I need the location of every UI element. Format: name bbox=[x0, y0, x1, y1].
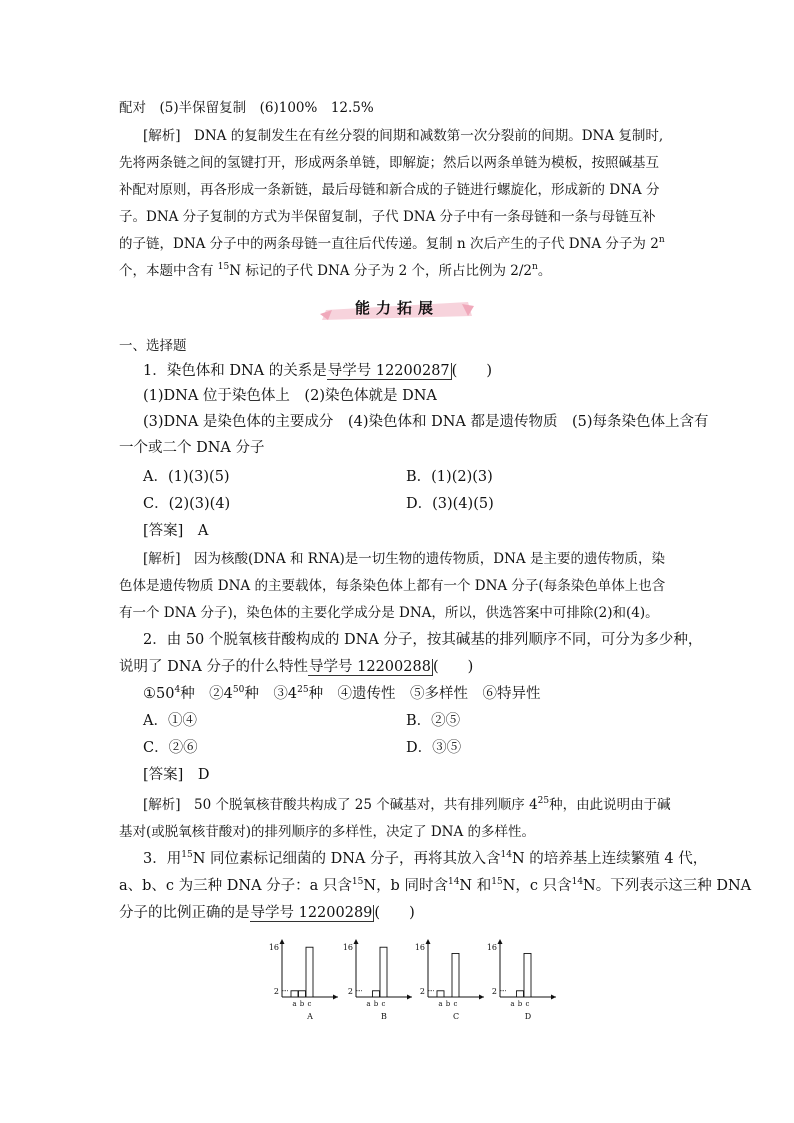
answer-value: A bbox=[197, 523, 209, 539]
choice-b[interactable]: B．②⑤ bbox=[406, 713, 461, 729]
bar-chart-b[interactable] bbox=[342, 937, 418, 1023]
x-tick-label: c bbox=[307, 1000, 312, 1008]
question-text: a、b、c 为三种 DNA 分子：a 只含 bbox=[119, 878, 352, 894]
answer-label: [答案] bbox=[143, 767, 184, 783]
section-heading: 一、选择题 bbox=[119, 338, 187, 354]
question-2-analysis: 基对(或脱氧核苷酸对)的排列顺序的多样性，决定了 DNA 的多样性。 bbox=[119, 824, 536, 840]
analysis-line: 子。DNA 分子复制的方式为半保留复制，子代 DNA 分子中有一条母链和一条与母链互补 bbox=[119, 209, 656, 225]
question-2-stem: 2．由 50 个脱氧核苷酸构成的 DNA 分子，按其碱基的排列顺序不同，可分为多少种， bbox=[143, 632, 703, 648]
x-axis-arrow bbox=[333, 995, 338, 1000]
question-3-stem bbox=[0, 874, 794, 895]
bar-a bbox=[437, 991, 444, 997]
chart-svg bbox=[414, 937, 490, 1023]
superscript: 25 bbox=[537, 796, 550, 806]
y-axis-arrow bbox=[354, 939, 359, 944]
x-axis-arrow bbox=[479, 995, 484, 1000]
x-tick-label: c bbox=[525, 1000, 530, 1008]
banner-title: 能力拓展 bbox=[354, 299, 439, 317]
question-1-choices bbox=[0, 492, 794, 513]
answer-value: D bbox=[197, 767, 210, 783]
analysis-line bbox=[0, 124, 794, 144]
y-axis-arrow bbox=[426, 939, 431, 944]
question-text: 分子的比例正确的是 bbox=[119, 905, 250, 921]
bar-c bbox=[306, 947, 313, 997]
question-text: 说明了 DNA 分子的什么特性 bbox=[119, 659, 309, 675]
superscript: n bbox=[658, 235, 665, 245]
superscript: 50 bbox=[232, 685, 245, 695]
y-tick-label: 16 bbox=[486, 943, 497, 953]
y-tick-label: 16 bbox=[268, 943, 279, 953]
analysis-line: 个，本题中含有 $^{15}$N 标记的子代 DNA 分子为 2 个，所占比例为 2/2$^n$。 bbox=[119, 262, 552, 279]
question-text: N，c 只含 bbox=[502, 878, 572, 894]
bar-c bbox=[380, 947, 387, 997]
y-tick-label: 2 bbox=[347, 986, 353, 996]
x-tick-label: a bbox=[438, 1000, 443, 1008]
analysis-text: N 标记的子代 DNA 分子为 2 个，所占比例为 2/2 bbox=[229, 263, 533, 279]
xuehao-link[interactable]: 导学号 12200288 bbox=[309, 659, 431, 675]
question-1-answer bbox=[0, 519, 794, 540]
question-1-option-line: (1)DNA 位于染色体上 (2)染色体就是 DNA bbox=[143, 388, 437, 404]
option-text: 种 ③4 bbox=[244, 686, 298, 702]
question-1-analysis bbox=[0, 547, 794, 567]
question-2-stem bbox=[0, 655, 794, 676]
superscript: 14 bbox=[447, 877, 460, 887]
analysis-line: 先将两条链之间的氢键打开，形成两条单链，即解旋；然后以两条单链为模板，按照碱基互 bbox=[119, 155, 659, 171]
analysis-text: 50 个脱氧核苷酸共构成了 25 个碱基对，共有排列顺序 4 bbox=[194, 797, 538, 813]
answer-blank: ( ) bbox=[451, 363, 492, 379]
question-2-answer bbox=[0, 763, 794, 784]
question-2-options bbox=[0, 682, 794, 703]
bar-b bbox=[373, 991, 380, 997]
analysis-text: 个，本题中含有 bbox=[119, 263, 214, 279]
analysis-text: 因为核酸(DNA 和 RNA)是一切生物的遗传物质，DNA 是主要的遗传物质，染 bbox=[194, 551, 665, 567]
x-tick-label: b bbox=[517, 1000, 523, 1008]
question-2-analysis bbox=[0, 793, 794, 813]
chart-caption: C bbox=[452, 1012, 460, 1021]
analysis-text: 的子链，DNA 分子中的两条母链一直往后代传递。复制 n 次后产生的子代 DNA 分子为 2 bbox=[119, 236, 659, 252]
question-3-stem bbox=[0, 901, 794, 922]
y-tick-label: 2 bbox=[273, 986, 279, 996]
section-banner bbox=[318, 292, 476, 322]
chart-caption: D bbox=[524, 1012, 532, 1021]
superscript: 25 bbox=[297, 685, 309, 695]
question-1-choices bbox=[0, 465, 794, 486]
question-text: N，b 同时含 bbox=[363, 878, 448, 894]
answer-blank: ( ) bbox=[432, 659, 474, 675]
question-text: N 的培养基上连续繁殖 4 代， bbox=[511, 851, 708, 867]
x-axis-arrow bbox=[551, 995, 556, 1000]
choice-a[interactable]: A．(1)(3)(5) bbox=[143, 469, 230, 485]
x-tick-label: a bbox=[366, 1000, 371, 1008]
chart-svg bbox=[342, 937, 418, 1023]
x-axis-arrow bbox=[407, 995, 412, 1000]
question-2-choices bbox=[0, 736, 794, 757]
y-tick-label: 16 bbox=[342, 943, 353, 953]
analysis-text: DNA 的复制发生在有丝分裂的间期和减数第一次分裂前的间期。DNA 复制时, bbox=[194, 128, 664, 144]
x-tick-label: c bbox=[381, 1000, 386, 1008]
y-axis-arrow bbox=[280, 939, 285, 944]
question-text: N 和 bbox=[459, 878, 492, 894]
analysis-label: [解析] bbox=[143, 551, 181, 567]
analysis-line bbox=[0, 232, 794, 252]
choice-d[interactable]: D．③⑤ bbox=[406, 740, 462, 756]
question-text: 3．用 bbox=[143, 851, 182, 867]
bar-c bbox=[452, 953, 459, 997]
answer-blank: ( ) bbox=[374, 905, 415, 921]
analysis-text: 种，由此说明由于碱 bbox=[549, 797, 671, 813]
y-tick-label: 16 bbox=[414, 943, 425, 953]
y-axis-arrow bbox=[498, 939, 503, 944]
superscript: 15 bbox=[181, 850, 193, 860]
superscript: 14 bbox=[571, 877, 584, 887]
analysis-line: 补配对原则，再各形成一条新链，最后母链和新合成的子链进行螺旋化，形成新的 DNA 分 bbox=[119, 182, 660, 198]
x-tick-label: b bbox=[373, 1000, 379, 1008]
y-tick-label: 2 bbox=[491, 986, 497, 996]
analysis-label: [解析] bbox=[143, 797, 181, 813]
chart-svg bbox=[268, 937, 344, 1023]
bar-b bbox=[299, 991, 306, 997]
x-tick-label: a bbox=[292, 1000, 297, 1008]
bar-c bbox=[524, 953, 531, 997]
superscript: 4 bbox=[174, 685, 181, 695]
question-1-option-line: 一个或二个 DNA 分子 bbox=[119, 440, 265, 456]
question-1-analysis: 色体是遗传物质 DNA 的主要载体，每条染色体上都有一个 DNA 分子(每条染色单体上也含 bbox=[119, 578, 666, 594]
bar-b bbox=[517, 991, 524, 997]
choice-a[interactable]: A．①④ bbox=[143, 713, 197, 729]
choice-d[interactable]: D．(3)(4)(5) bbox=[406, 496, 494, 512]
question-2-choices bbox=[0, 709, 794, 730]
choice-c[interactable]: C．②⑥ bbox=[143, 740, 198, 756]
x-tick-label: c bbox=[453, 1000, 458, 1008]
bar-chart-d[interactable] bbox=[486, 937, 562, 1023]
superscript: 15 bbox=[491, 877, 503, 887]
option-text: 种 ②4 bbox=[180, 686, 233, 702]
bar-chart-a[interactable] bbox=[268, 937, 344, 1023]
chart-svg bbox=[486, 937, 562, 1023]
question-3-stem bbox=[0, 847, 794, 868]
answer-continuation: 配对 (5)半保留复制 (6)100% 12.5% bbox=[119, 100, 374, 116]
superscript: 15 bbox=[351, 877, 364, 887]
option-text: 种 ④遗传性 ⑤多样性 ⑥特异性 bbox=[308, 686, 541, 702]
question-1-stem bbox=[0, 359, 794, 380]
xuehao-link[interactable]: 导学号 12200289 bbox=[250, 905, 373, 921]
x-tick-label: b bbox=[299, 1000, 305, 1008]
question-1-analysis: 有一个 DNA 分子)，染色体的主要化学成分是 DNA，所以，供选答案中可排除(2)和(4)。 bbox=[119, 605, 659, 621]
superscript: n bbox=[532, 262, 538, 272]
superscript: 15 bbox=[217, 262, 230, 272]
question-1-option-line: (3)DNA 是染色体的主要成分 (4)染色体和 DNA 都是遗传物质 (5)每条染色体上含有 bbox=[143, 414, 709, 430]
question-text: N 同位素标记细菌的 DNA 分子，再将其放入含 bbox=[192, 851, 501, 867]
xuehao-link[interactable]: 导学号 12200287 bbox=[327, 363, 450, 379]
chart-caption: A bbox=[307, 1012, 313, 1021]
analysis-label: [解析] bbox=[143, 128, 181, 144]
option-text: ①50 bbox=[143, 686, 175, 702]
answer-label: [答案] bbox=[143, 523, 184, 539]
question-text: N。下列表示这三种 DNA bbox=[583, 878, 752, 894]
bar-a bbox=[291, 991, 298, 997]
choice-c[interactable]: C．(2)(3)(4) bbox=[143, 496, 231, 512]
x-tick-label: a bbox=[510, 1000, 515, 1008]
x-tick-label: b bbox=[445, 1000, 451, 1008]
y-tick-label: 2 bbox=[419, 986, 425, 996]
choice-b[interactable]: B．(1)(2)(3) bbox=[406, 469, 493, 485]
superscript: 14 bbox=[500, 850, 512, 860]
chart-caption: B bbox=[381, 1012, 387, 1021]
bar-chart-c[interactable] bbox=[414, 937, 490, 1023]
question-text: 1．染色体和 DNA 的关系是 bbox=[143, 363, 327, 379]
